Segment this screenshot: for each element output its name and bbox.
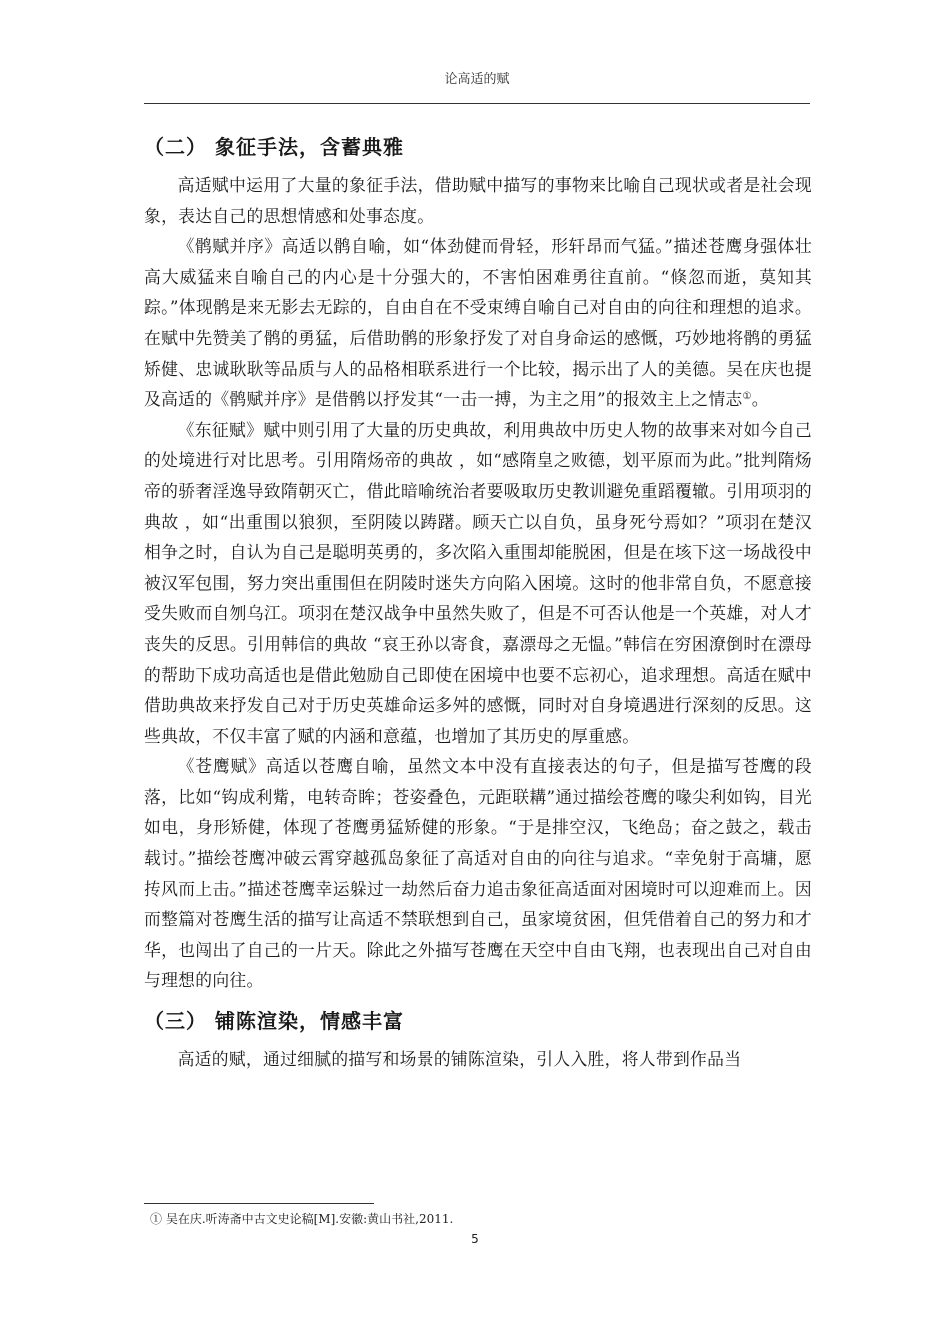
body-paragraph: 《苍鹰赋》高适以苍鹰自喻，虽然文本中没有直接表达的句子，但是描写苍鹰的段落，比如“钩成利觜，电转奇眸；苍姿叠色，元距联耩”通过描绘苍鹰的喙尖利如钩，目光如电，身形矫健，体现了苍鹰勇猛矫健的形象。“于是排空汉，飞绝岛；奋之鼓之，载击载讨。”描绘苍鹰冲破云霄穿越孤岛象征了高适对自由的向往与追求。“幸免射于高墉，愿抟风而上击。”描述苍鹰幸运躲过一劫然后奋力追击象征高适面对困境时可以迎难而上。因而整篇对苍鹰生活的描写让高适不禁联想到自己，虽家境贫困，但凭借着自己的努力和才华，也闯出了自己的一片天。除此之外描写苍鹰在天空中自由飞翔，也表现出自己对自由与理想的向往。 — [144, 756, 812, 991]
body-paragraph: 《东征赋》赋中则引用了大量的历史典故，利用典故中历史人物的故事来对如今自己的处境进行对比思考。引用隋炀帝的典故 ，如“感隋皇之败德，划平原而为此。”批判隋炀帝的骄奢淫逸导致隋朝灭亡，借此暗喻统治者要吸取历史教训避免重蹈覆辙。引用项羽的典故 ，如“出重围以狼狈，至阴陵以踌躇。顾天亡以自负，虽身死兮焉如？”项羽在楚汉相争之时，自认为自己是聪明英勇的，多次陷入重围却能脱困，但是在垓下这一场战役中被汉军包围，努力突出重围但在阴陵时迷失方向陷入困境。这时的他非常自负，不愿意接受失败而自刎乌江。项羽在楚汉战争中虽然失败了，但是不可否认他是一个英雄，对人才丧失的反思。引用韩信的典故 “哀王孙以寄食，嘉漂母之无愠。”韩信在穷困潦倒时在漂母的帮助下成功高适也是借此勉励自己即使在困境中也要不忘初心，追求理想。高适在赋中借助典故来抒发自己对于历史英雄命运多舛的感慨，同时对自身境遇进行深刻的反思。这些典故，不仅丰富了赋的内涵和意蕴，也增加了其历史的厚重感。 — [144, 419, 812, 746]
section-heading: （二） 象征手法，含蓄典雅 — [144, 135, 404, 159]
page-content — [144, 122, 812, 1075]
body-paragraph: 高适的赋，通过细腻的描写和场景的铺陈渲染，引人入胜，将人带到作品当 — [177, 1049, 742, 1070]
footnote-text: ① 吴在庆.听涛斋中古文史论稿[M].安徽:黄山书社,2011. — [150, 1212, 454, 1226]
running-header: 论高适的赋 — [444, 72, 510, 87]
body-paragraph: 高适赋中运用了大量的象征手法，借助赋中描写的事物来比喻自己现状或者是社会现象，表达自己的思想情感和处事态度。 — [144, 175, 812, 226]
page-number: 5 — [471, 1232, 479, 1246]
header-rule — [144, 103, 810, 104]
footnote-rule — [144, 1203, 374, 1204]
footnote-marker[interactable]: ① — [742, 391, 752, 403]
body-paragraph: 《鹘赋并序》高适以鹘自喻，如“体劲健而骨轻，形轩昂而气猛。”描述苍鹰身强体壮高大威猛来自喻自己的内心是十分强大的，不害怕困难勇往直前。“倏忽而逝，莫知其踪。”体现鹘是来无影去无踪的，自由自在不受束缚自喻自己对自由的向往和理想的追求。在赋中先赞美了鹘的勇猛，后借助鹘的形象抒发了对自身命运的感慨，巧妙地将鹘的勇猛矫健、忠诚耿耿等品质与人的品格相联系进行一个比较，揭示出了人的美德。吴在庆也提及高适的《鹘赋并序》是借鹘以抒发其“一击一搏，为主之用”的报效主上之情志①。 — [144, 236, 812, 410]
section-heading: （三） 铺陈渲染，情感丰富 — [144, 1009, 404, 1034]
paragraph-text: 《鹘赋并序》高适以鹘自喻，如“体劲健而骨轻，形轩昂而气猛。”描述苍鹰身强体壮高大威猛来自喻自己的内心是十分强大的，不害怕困难勇往直前。“倏忽而逝，莫知其踪。”体现鹘是来无影去无踪的，自由自在不受束缚自喻自己对自由的向往和理想的追求。在赋中先赞美了鹘的勇猛，后借助鹘的形象抒发了对自身命运的感慨，巧妙地将鹘的勇猛矫健、忠诚耿耿等品质与人的品格相联系进行一个比较，揭示出了人的美德。吴在庆也提及高适的《鹘赋并序》是借鹘以抒发其“一击一搏，为主之用”的报效主上之情志 — [144, 236, 812, 410]
